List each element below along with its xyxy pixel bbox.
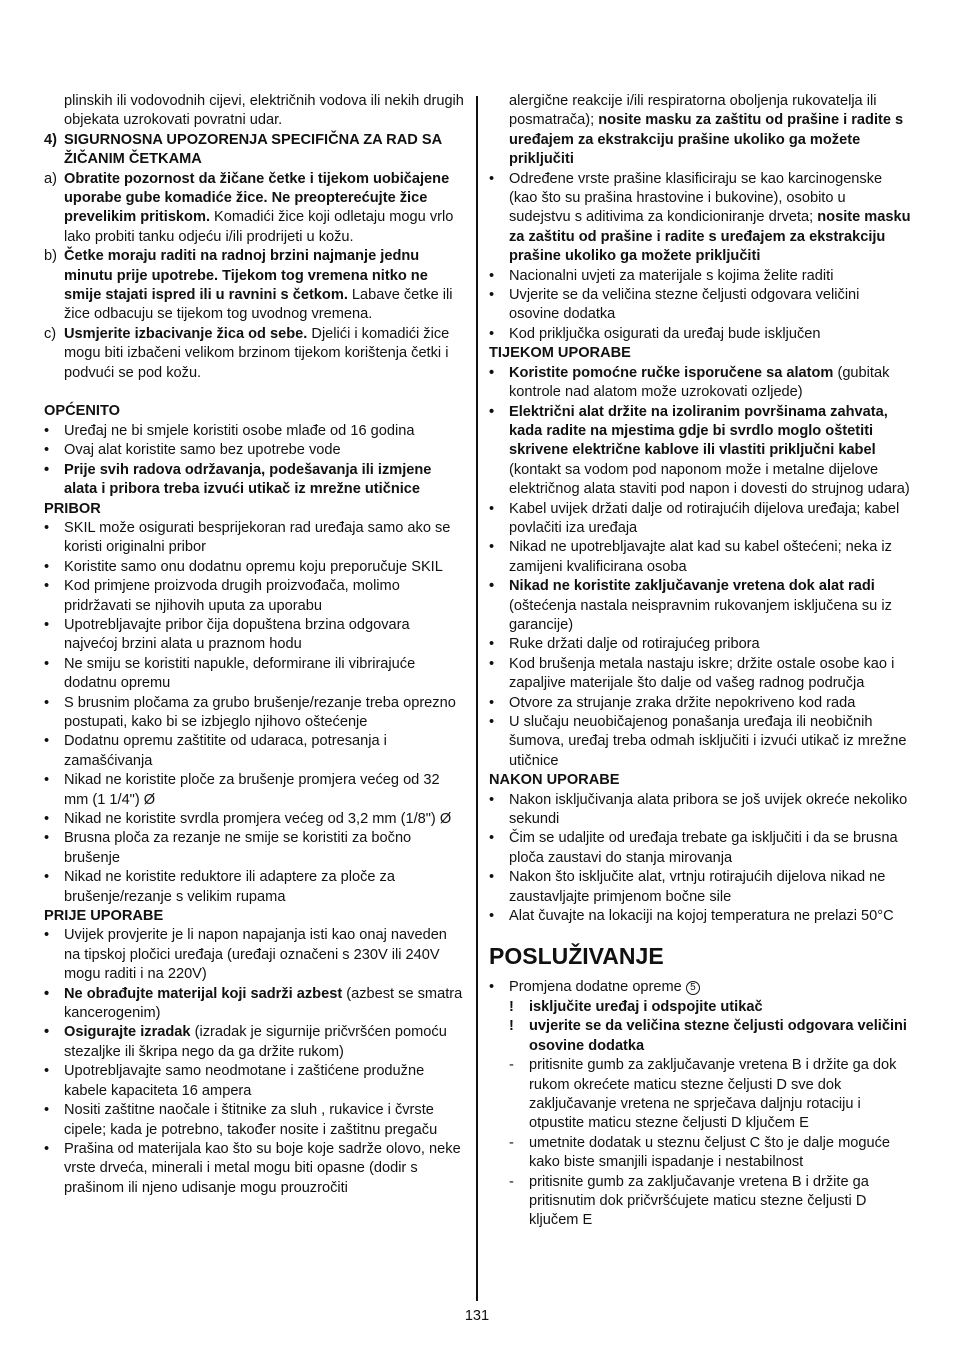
- left-column: [44, 92, 466, 1198]
- operation-title: POSLUŽIVANJE: [489, 943, 664, 970]
- list-item: • Kod primjene proizvoda drugih proizvođača, molimo pridržavati se njihovih uputa za uporabu: [44, 578, 400, 614]
- list-item: • Nikad ne koristite ploče za brušenje promjera većeg od 32 mm (1 1/4") Ø: [44, 772, 440, 808]
- list-item: • Nikad ne upotrebljavajte alat kad su kabel oštećeni; neka iz zamijeni kvalificirana osoba: [489, 539, 892, 575]
- wire-brush-item-a: a) Obratite pozornost da žičane četke i tijekom uobičajene uporabe gube komadiće žice. Ne preopterećujte žice prevelikim pritiskom. Komadići žice koji odletaju mogu vrlo lako probiti tanku odjeću i/ili prodrijeti u kožu.: [44, 170, 454, 245]
- list-item: • Kabel uvijek držati dalje od rotirajućih dijelova uređaja; kabel povlačiti iza uređaja: [489, 500, 900, 536]
- wire-brush-item-c: c) Usmjerite izbacivanje žica od sebe. Djelići i komadići žice mogu biti izbačeni velikom brzinom tijekom korištenja četki i podvući se pod kožu.: [44, 325, 450, 381]
- list-item: • Nikad ne koristite svrdla promjera većeg od 3,2 mm (1/8") Ø: [44, 811, 452, 828]
- warning-item: ! uvjerite se da veličina stezne čeljusti odgovara veličini osovine dodatka: [509, 1018, 907, 1054]
- list-item: • Električni alat držite na izoliranim površinama zahvata, kada radite na mjestima gdje bi svrdlo moglo oštetiti skrivene električne kablove ili vlastiti priključni kabel (kontakt sa vodom pod naponom može i metalne dijelove električnog alata staviti pod napon i dovesti do strujnog udara): [489, 403, 910, 498]
- warning-item: ! isključite uređaj i odspojite utikač: [509, 998, 763, 1015]
- list-item: • Nakon što isključite alat, vrtnju rotirajućih dijelova nikad ne zaustavljajte primjenom bočne sile: [489, 869, 886, 905]
- list-item: • Koristite samo onu dodatnu opremu koju preporučuje SKIL: [44, 558, 443, 575]
- continued-paragraph: alergične reakcije i/ili respiratorna oboljenja rukovatelja ili posmatrača); nosite masku za zaštitu od prašine i radite s uređajem za ekstrakciju prašine ukoliko ga možete priključiti: [509, 93, 904, 168]
- list-item: • Nacionalni uvjeti za materijale s kojima želite raditi: [489, 267, 834, 284]
- list-item: • S brusnim pločama za grubo brušenje/rezanje treba oprezno postupati, kako bi se izbjeglo njihovo oštećenje: [44, 694, 456, 730]
- list-item: • Uređaj ne bi smjele koristiti osobe mlađe od 16 godina: [44, 422, 415, 439]
- during-use-heading: TIJEKOM UPORABE: [489, 345, 631, 362]
- accessories-heading: PRIBOR: [44, 500, 101, 517]
- intro-paragraph: plinskih ili vodovodnih cijevi, električnih vodova ili nekih drugih objekata uzrokovati povratni udar.: [64, 93, 464, 129]
- list-item: • Nakon isključivanja alata pribora se još uvijek okreće nekoliko sekundi: [489, 791, 908, 828]
- list-item: • Određene vrste prašine klasificiraju se kao karcinogenske (kao što su prašina hrastovine i bukovine), osobito u sudejstvu s aditivima za kondicioniranje drveta; nosite masku za zaštitu od prašine i radite s uređajem za ekstrakciju prašine ukoliko ga možete priključiti: [489, 170, 911, 265]
- step-item: - pritisnite gumb za zaključavanje vretena B i držite ga dok rukom okrećete maticu stezne čeljusti D sve dok zaključavanje vretena ne sprječava daljnju rotaciju i otpustite maticu stezne čeljusti D ključem E: [509, 1057, 897, 1132]
- list-item: • Upotrebljavajte samo neodmotane i zaštićene produžne kabele kapaciteta 16 ampera: [44, 1063, 425, 1099]
- step-item: - umetnite dodatak u steznu čeljust C što je dalje moguće kako biste smanjili ispadanje i nestabilnost: [509, 1134, 890, 1171]
- list-item: • Nikad ne koristite reduktore ili adaptere za ploče za brušenje/rezanje s velikim rupama: [44, 869, 395, 905]
- list-item: • Uvjerite se da veličina stezne čeljusti odgovara veličini osovine dodatka: [489, 287, 860, 323]
- step-item: - pritisnite gumb za zaključavanje vretena B i držite ga pritisnutim dok pričvršćujete maticu stezne čeljusti D ključem E: [509, 1173, 869, 1229]
- list-item: • Otvore za strujanje zraka držite nepokriveno kod rada: [489, 694, 856, 711]
- before-use-heading: PRIJE UPORABE: [44, 908, 164, 925]
- list-item: • Osigurajte izradak (izradak je sigurnije pričvršćen pomoću stezaljke ili škripa nego da ga držite rukom): [44, 1024, 447, 1060]
- list-item: • U slučaju neuobičajenog ponašanja uređaja ili neobičnih šumova, uređaj treba odmah isključiti i izvući utikač iz mrežne utičnice: [489, 714, 907, 769]
- list-item: • Uvijek provjerite je li napon napajanja isti kao onaj naveden na tipskoj pločici uređaja (uređaji označeni s 230V ili 240V mogu raditi i na 220V): [44, 927, 447, 983]
- figure-ref-icon: 5: [686, 981, 700, 995]
- page-number: 131: [464, 1308, 490, 1324]
- list-item: • Nikad ne koristite zaključavanje vretena dok alat radi (oštećenja nastala neispravnim rukovanjem isključena su iz garancije): [489, 578, 892, 633]
- list-item: • Dodatnu opremu zaštitite od udaraca, potresanja i zamašćivanja: [44, 733, 387, 769]
- list-item: • Kod brušenja metala nastaju iskre; držite ostale osobe kao i zapaljive materijale što dalje od vašeg radnog područja: [489, 655, 895, 692]
- list-item: • SKIL može osigurati besprijekoran rad uređaja samo ako se koristi originalni pribor: [44, 519, 451, 556]
- list-item: • Ne obrađujte materijal koji sadrži azbest (azbest se smatra kancerogenim): [44, 985, 463, 1022]
- list-item: • Brusna ploča za rezanje ne smije se koristiti za bočno brušenje: [44, 830, 412, 866]
- list-item: • Čim se udaljite od uređaja trebate ga isključiti i da se brusna ploča zaustavi do stanja mirovanja: [489, 830, 898, 866]
- list-item: • Ovaj alat koristite samo bez upotrebe vode: [44, 442, 341, 459]
- list-item: • Prije svih radova održavanja, podešavanja ili izmjene alata i pribora treba izvući utikač iz mrežne utičnice: [44, 461, 432, 498]
- after-use-heading: NAKON UPORABE: [489, 772, 620, 789]
- list-item: • Alat čuvajte na lokaciji na kojoj temperatura ne prelazi 50°C: [489, 908, 894, 925]
- section-4-heading: 4) SIGURNOSNA UPOZORENJA SPECIFIČNA ZA RAD SA ŽIČANIM ČETKAMA: [44, 131, 442, 168]
- list-item: • Upotrebljavajte pribor čija dopuštena brzina odgovara najvećoj brzini alata u praznom hodu: [44, 616, 410, 653]
- list-item: • Ne smiju se koristiti napukle, deformirane ili vibrirajuće dodatnu opremu: [44, 655, 416, 692]
- general-heading: OPĆENITO: [44, 403, 120, 420]
- column-divider: [476, 96, 478, 1301]
- list-item: • Ruke držati dalje od rotirajućeg pribora: [489, 636, 760, 653]
- list-item: • Promjena dodatne opreme 5: [489, 978, 911, 997]
- right-column: [489, 92, 911, 1231]
- list-item: • Nositi zaštitne naočale i štitnike za sluh , rukavice i čvrste cipele; kada je potrebno, također nosite i zaštitnu pregaču: [44, 1102, 438, 1138]
- list-item: • Prašina od materijala kao što su boje koje sadrže olovo, neke vrste drveća, minerali i metal mogu biti opasne (dodir s prašinom ili njeno udisanje mogu prouzročiti: [44, 1140, 461, 1196]
- wire-brush-item-b: b) Četke moraju raditi na radnoj brzini najmanje jednu minutu prije upotrebe. Tijekom tog vremena nitko ne smije stajati ispred ili u ravnini s četkom. Labave četke ili žice odbacuju se tijekom tog uvodnog vremena.: [44, 248, 453, 323]
- list-item: • Kod priključka osigurati da uređaj bude isključen: [489, 325, 821, 342]
- list-item: • Koristite pomoćne ručke isporučene sa alatom (gubitak kontrole nad alatom može uzrokovati ozljede): [489, 364, 890, 401]
